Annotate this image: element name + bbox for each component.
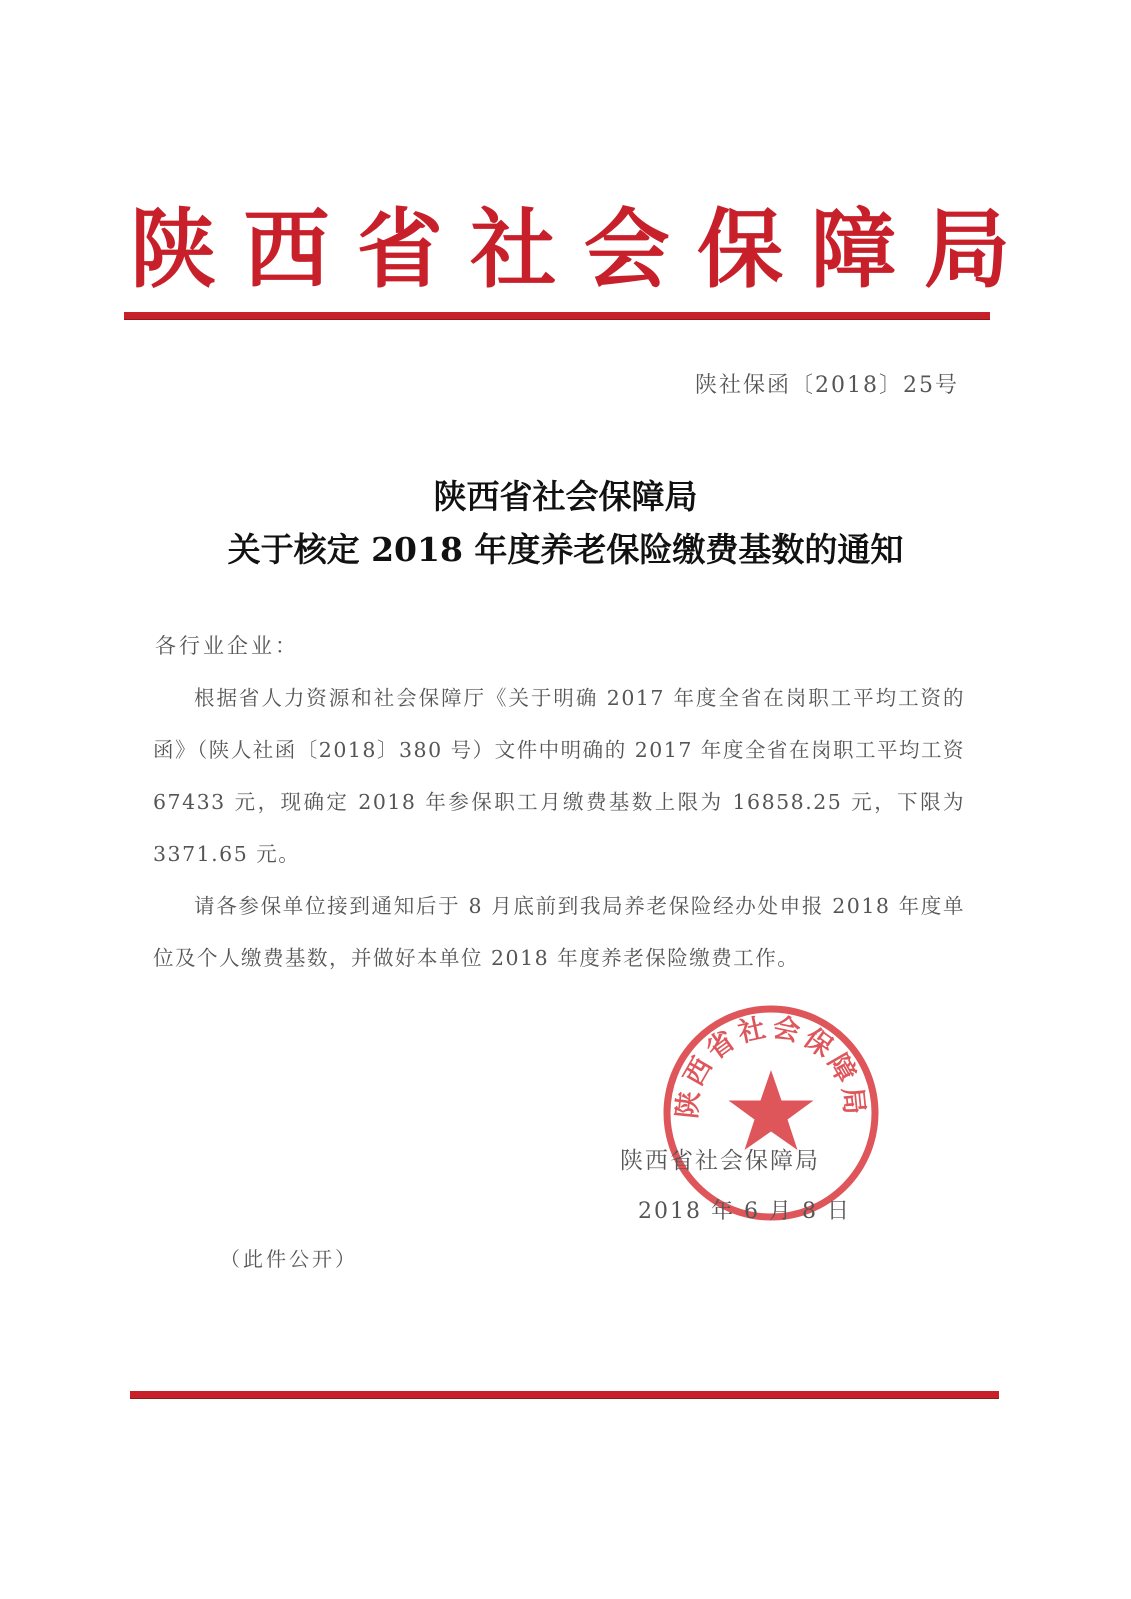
letterhead-char: 陕 [130,199,216,300]
letterhead-char: 障 [810,199,897,300]
salutation: 各行业企业： [155,634,299,658]
official-seal-stamp [660,1002,882,1224]
letterhead-char: 局 [923,199,1010,300]
document-title-line1: 陕西省社会保障局 [433,477,698,516]
body-paragraph: 请各参保单位接到通知后于 8 月底前到我局养老保险经办处申报 2018 年度单位及个人缴费基数，并做好本单位 2018 年度养老保险缴费工作。 [153,894,965,970]
seal-text: 陕西省社会保障局 [671,1012,871,1120]
signature-date: 2018 年 6 月 8 日 [638,1199,851,1224]
letterhead-red-rule [124,312,990,320]
public-note: （此件公开） [220,1247,358,1271]
letterhead-char: 社 [470,199,557,300]
footer-red-rule [130,1391,999,1399]
letterhead-char: 会 [583,199,670,300]
letterhead-char: 保 [697,199,784,300]
signature-organization: 陕西省社会保障局 [620,1148,820,1174]
body-paragraph: 根据省人力资源和社会保障厅《关于明确 2017 年度全省在岗职工平均工资的函》（陕人社函〔2018〕380 号）文件中明确的 2017 年度全省在岗职工平均工资 67433 元，现确定 2018 年参保职工月缴费基数上限为 16858.25 元，下限为 3371.65 元。 [153,686,965,866]
document-number: 陕社保函〔2018〕25号 [695,373,959,398]
letterhead-char: 省 [356,199,443,300]
letterhead-char: 西 [243,199,330,300]
star-icon [729,1070,814,1150]
letterhead [130,198,1010,302]
document-title-line2: 关于核定 2018 年度养老保险缴费基数的通知 [227,530,904,569]
